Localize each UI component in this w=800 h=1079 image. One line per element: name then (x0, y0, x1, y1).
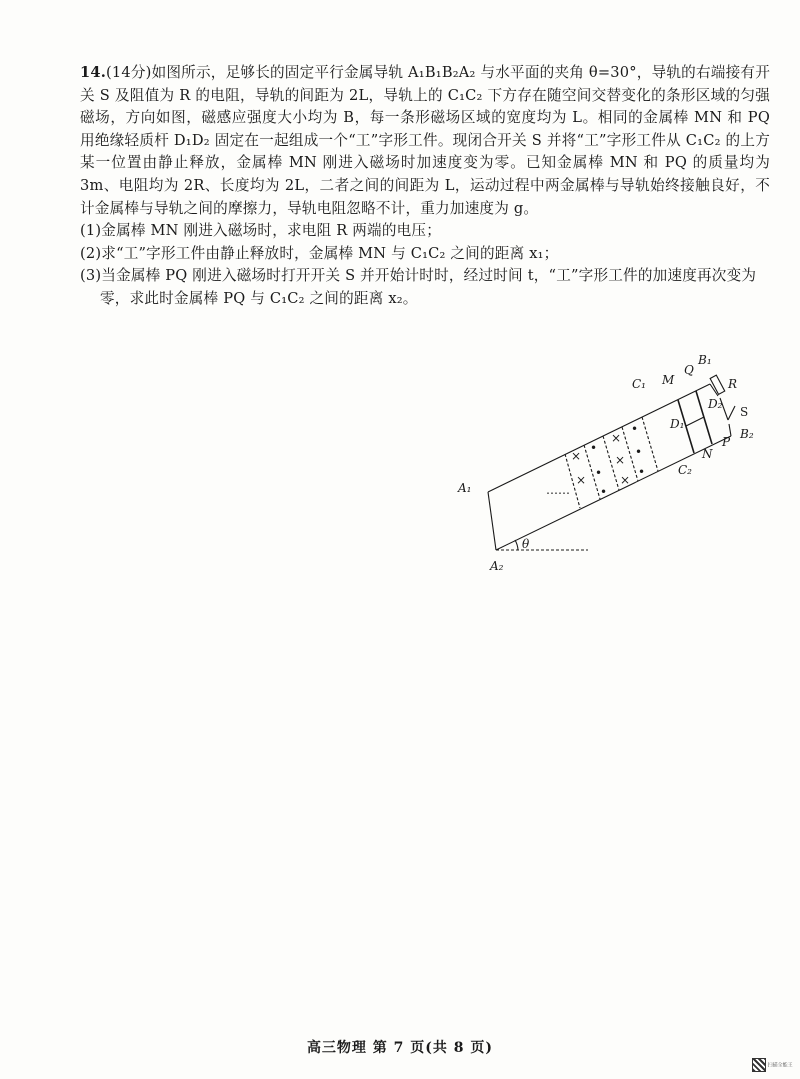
field-markers (546, 422, 645, 499)
field-out-mark: • (638, 465, 646, 479)
label-b2: B₂ (740, 427, 754, 441)
switch-blade (728, 406, 735, 420)
sub-question-2: (2)求“工”字形工件由静止释放时，金属棒 MN 与 C₁C₂ 之间的距离 x₁； (80, 244, 559, 262)
question-number: 14. (80, 64, 106, 81)
label-p: P (722, 435, 731, 449)
rail-lower (496, 436, 731, 550)
label-theta: θ (522, 537, 530, 551)
scanner-watermark (752, 1058, 796, 1072)
label-a2: A₂ (490, 559, 504, 573)
theta-arc (515, 540, 518, 550)
question-14 (80, 62, 770, 311)
label-n: N (702, 447, 713, 461)
field-into-mark: × (611, 431, 622, 445)
label-m: M (662, 373, 675, 387)
label-b1: B₁ (698, 353, 712, 367)
field-out-mark: • (595, 466, 603, 480)
qr-code-icon (752, 1058, 766, 1072)
field-out-mark: • (600, 485, 608, 499)
rail-diagram (448, 346, 778, 586)
label-d1: D₁ (670, 417, 685, 431)
label-a1: A₁ (458, 481, 472, 495)
sub-question-3: (3)当金属棒 PQ 刚进入磁场时打开开关 S 并开始计时时，经过时间 t，“工”字形工件的加速度再次变为零，求此时金属棒 PQ 与 C₁C₂ 之间的距离 x₂。 (80, 267, 757, 307)
label-s: S (740, 405, 749, 419)
diagram-labels (457, 353, 754, 573)
label-d2: D₂ (708, 397, 723, 411)
stem-text: (14分)如图所示，足够长的固定平行金属导轨 A₁B₁B₂A₂ 与水平面的夹角 θ=30°，导轨的右端接有开关 S 及阻值为 R 的电阻，导轨的间距为 2L，导轨上的 C₁C₂ 下方存在随空间交替变化的条形区域的匀强磁场，方向如图，磁感应强度大小均为 B，每一条形磁场区域的宽度均为 L。相同的金属棒 MN 和 PQ 用绝缘轻质杆 D₁D₂ 固定在一起组成一个“工”字形工件。现闭合开关 S 并将“工”字形工件从 C₁C₂ 的上方某一位置由静止释放，金属棒 MN 刚进入磁场时加速度变为零。已知金属棒 MN 和 PQ 的质量均为 3m、电阻均为 2R、长度均为 2L，二者之间的间距为 L，运动过程中两金属棒与导轨始终接触良好，不计金属棒与导轨之间的摩擦力，导轨电阻忽略不计，重力加速度为 g。 (80, 64, 770, 217)
field-into-mark: × (576, 473, 587, 487)
watermark-text: 扫描全能王 (767, 1062, 793, 1069)
rail-left-end (488, 492, 496, 550)
sub-question-1: (1)金属棒 MN 刚进入磁场时，求电阻 R 两端的电压； (80, 222, 442, 240)
boundary-c1c2 (642, 417, 658, 471)
field-into-mark: × (620, 473, 631, 487)
field-ellipsis: …… (546, 483, 570, 497)
label-c2: C₂ (678, 463, 692, 477)
field-out-mark: • (590, 441, 598, 455)
question-stem (80, 62, 770, 220)
page-footer: 高三物理 第 7 页(共 8 页) (306, 1040, 494, 1056)
rail-diagram-svg (448, 346, 778, 586)
field-into-mark: × (615, 453, 626, 467)
field-out-mark: • (631, 422, 639, 436)
resistor (710, 375, 725, 394)
field-into-mark: × (571, 449, 582, 463)
rod-d1d2 (686, 417, 704, 426)
field-out-mark: • (635, 445, 643, 459)
label-q: Q (684, 363, 694, 377)
label-r: R (728, 377, 738, 391)
label-c1: C₁ (632, 377, 646, 391)
